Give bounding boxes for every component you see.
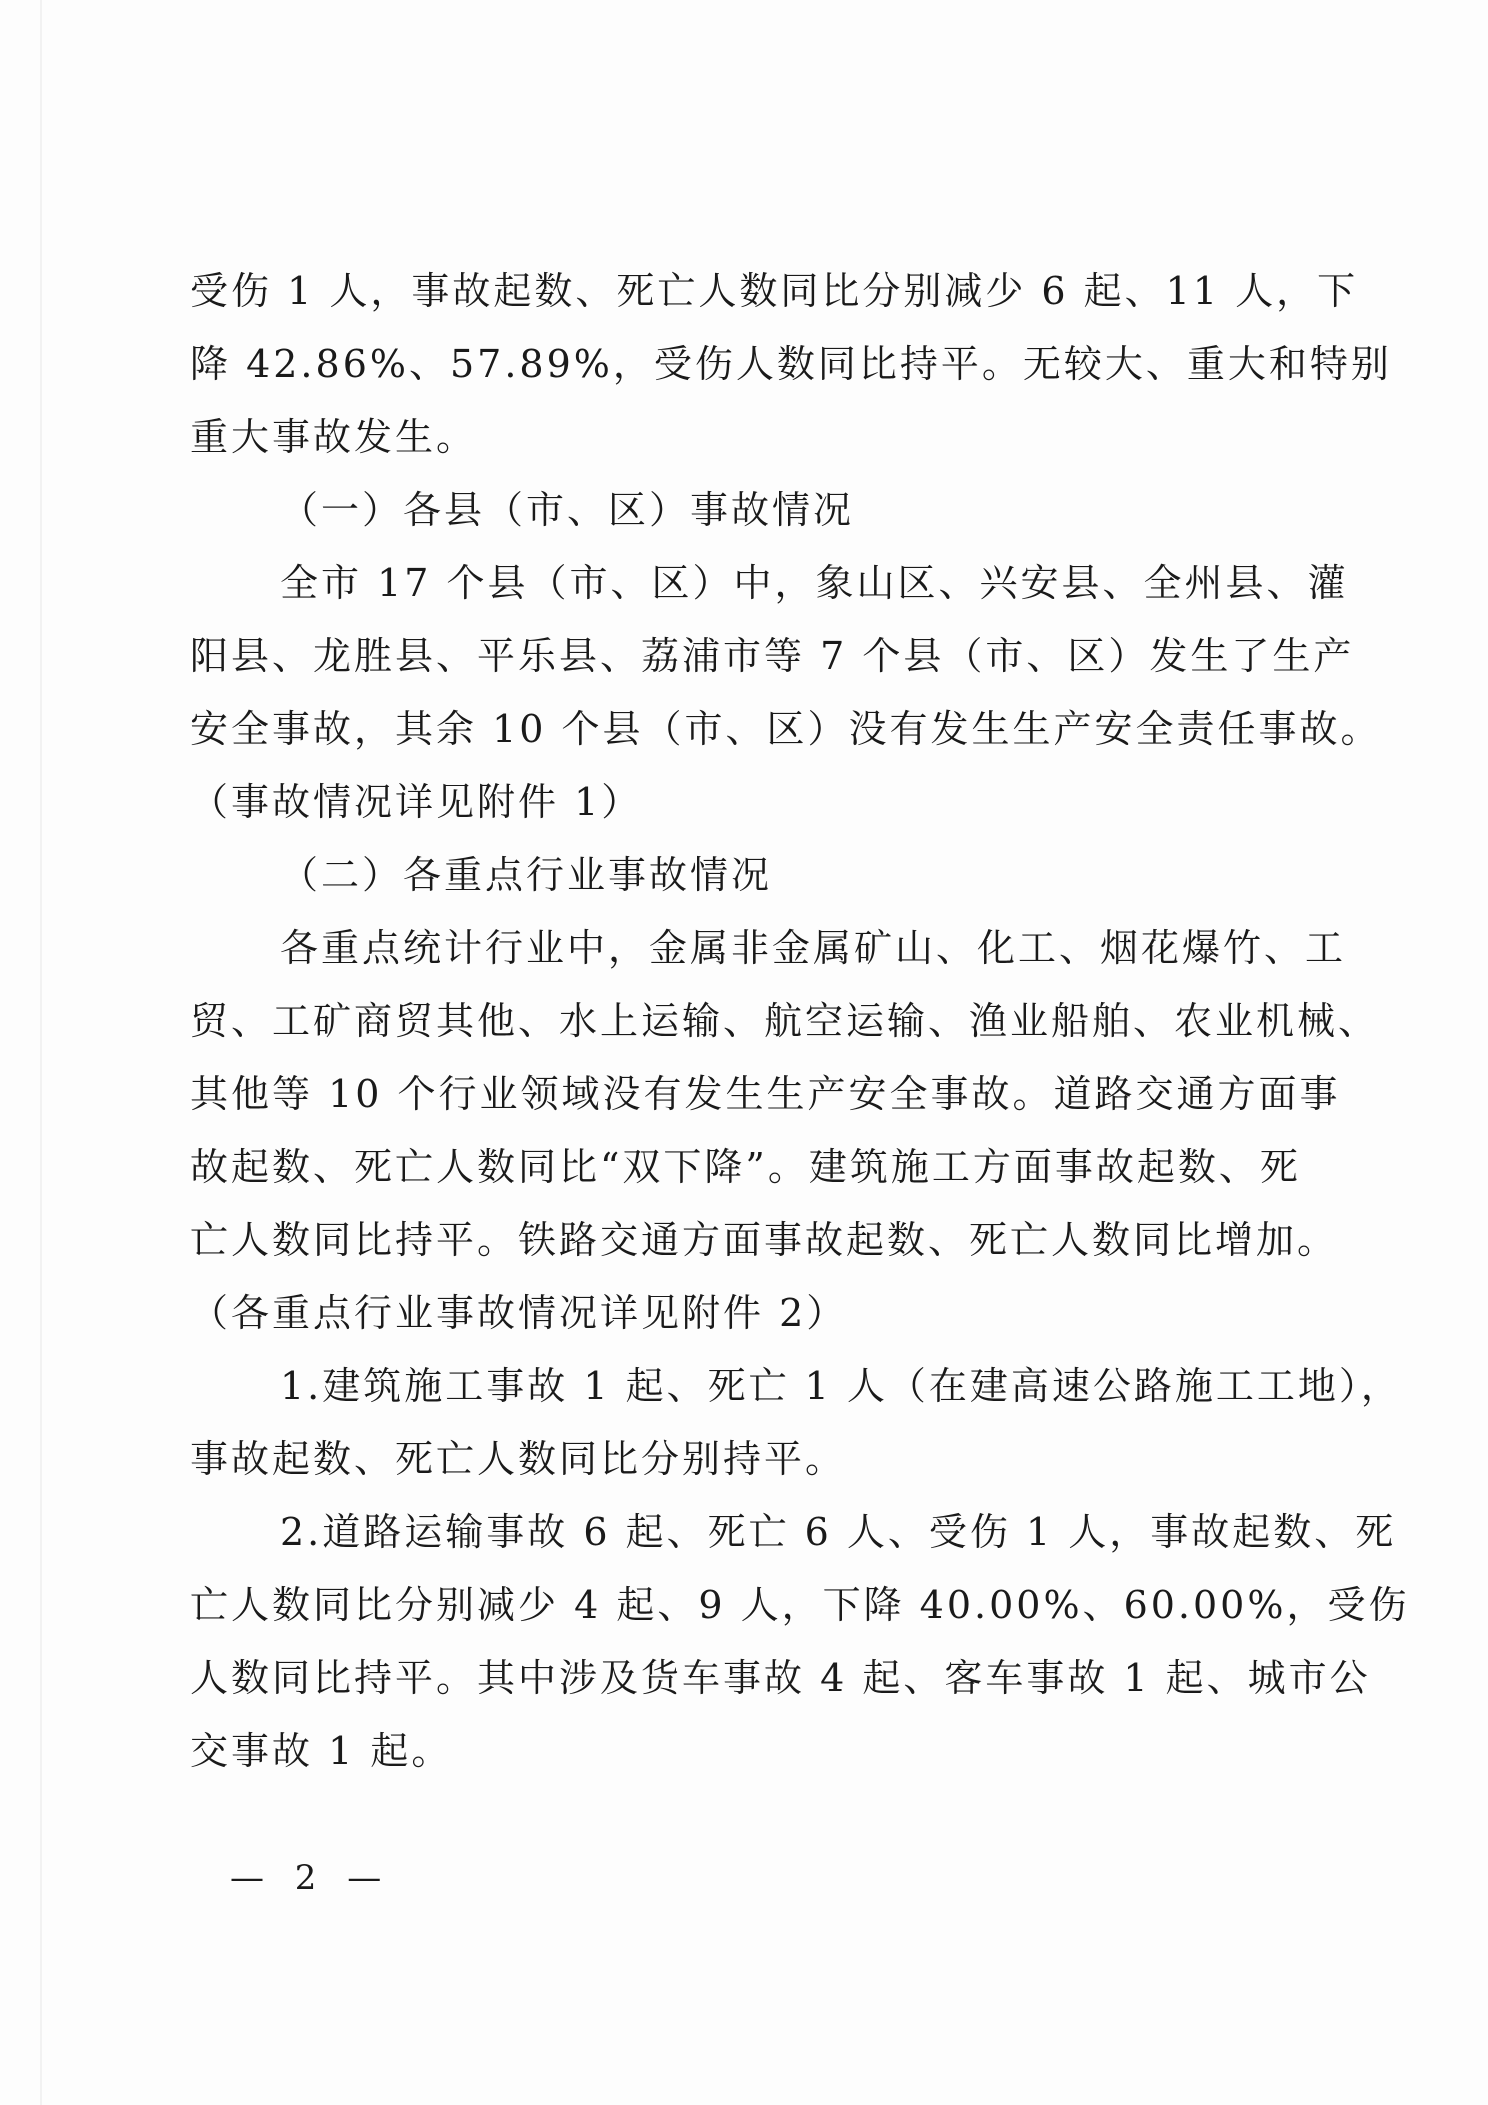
text-line-20: 人数同比持平。其中涉及货车事故 4 起、客车事故 1 起、城市公 — [190, 1656, 1371, 1700]
text-line-5: 全市 17 个县（市、区）中，象山区、兴安县、全州县、灌 — [280, 561, 1349, 605]
document-body — [190, 255, 1410, 1788]
section-heading-industry: （二）各重点行业事故情况 — [280, 853, 773, 897]
text-line-18: 2.道路运输事故 6 起、死亡 6 人、受伤 1 人，事故起数、死 — [280, 1510, 1397, 1554]
page-number: — 2 — — [230, 1858, 392, 1898]
text-line-12: 其他等 10 个行业领域没有发生生产安全事故。道路交通方面事 — [190, 1072, 1341, 1116]
text-line-11: 贸、工矿商贸其他、水上运输、航空运输、渔业船舶、农业机械、 — [190, 999, 1380, 1043]
text-line-10: 各重点统计行业中，金属非金属矿山、化工、烟花爆竹、工 — [280, 926, 1347, 970]
text-line-3: 重大事故发生。 — [190, 415, 478, 459]
text-line-2: 降 42.86%、57.89%，受伤人数同比持平。无较大、重大和特别 — [190, 342, 1392, 386]
text-line-1: 受伤 1 人，事故起数、死亡人数同比分别减少 6 起、11 人，下 — [190, 269, 1359, 313]
text-line-13: 故起数、死亡人数同比“双下降”。建筑施工方面事故起数、死 — [190, 1145, 1301, 1189]
text-line-16: 1.建筑施工事故 1 起、死亡 1 人（在建高速公路施工工地）， — [280, 1364, 1402, 1408]
text-line-14: 亡人数同比持平。铁路交通方面事故起数、死亡人数同比增加。 — [190, 1218, 1339, 1262]
text-line-8: （事故情况详见附件 1） — [190, 780, 643, 824]
text-line-6: 阳县、龙胜县、平乐县、荔浦市等 7 个县（市、区）发生了生产 — [190, 634, 1355, 678]
section-heading-county: （一）各县（市、区）事故情况 — [280, 488, 855, 532]
scan-margin — [40, 0, 42, 2105]
text-line-15: （各重点行业事故情况详见附件 2） — [190, 1291, 848, 1335]
text-line-7: 安全事故，其余 10 个县（市、区）没有发生生产安全责任事故。 — [190, 707, 1382, 751]
text-line-17: 事故起数、死亡人数同比分别持平。 — [190, 1437, 847, 1481]
text-line-21: 交事故 1 起。 — [190, 1729, 453, 1773]
text-line-19: 亡人数同比分别减少 4 起、9 人，下降 40.00%、60.00%，受伤 — [190, 1583, 1410, 1627]
